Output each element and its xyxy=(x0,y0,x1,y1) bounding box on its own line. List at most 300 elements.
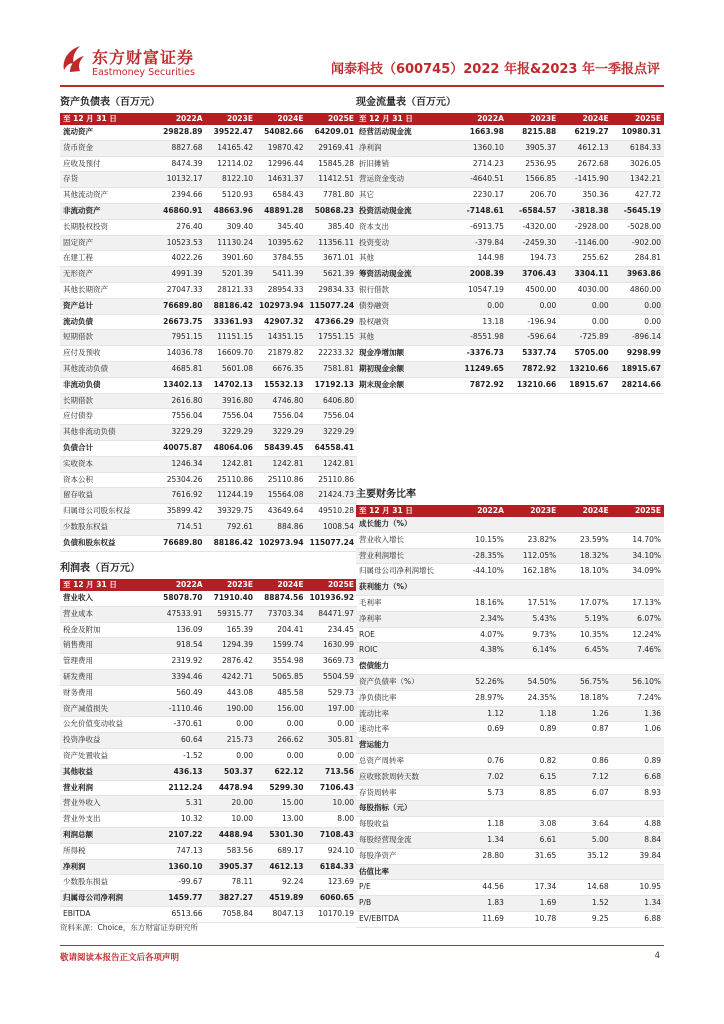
row-label: 毛利率 xyxy=(356,595,455,611)
table-row xyxy=(356,611,664,627)
row-label: 非流动负债 xyxy=(60,377,155,393)
table-row xyxy=(356,817,664,833)
cell-value: 3.64 xyxy=(559,817,611,833)
cell-value: 4746.80 xyxy=(256,393,306,409)
cell-value: 3304.11 xyxy=(559,267,611,283)
row-label: 总资产周转率 xyxy=(356,753,455,769)
table-row xyxy=(356,251,664,267)
row-label: 投资变动 xyxy=(356,235,455,251)
row-label: 净利润 xyxy=(356,140,455,156)
table-row xyxy=(60,638,357,654)
table-row xyxy=(60,796,357,812)
table-row xyxy=(356,627,664,643)
row-label: 估值比率 xyxy=(356,864,455,880)
cell-value: -2928.00 xyxy=(559,219,611,235)
cell-value: 1242.81 xyxy=(256,456,306,472)
cell-value: -8551.98 xyxy=(455,330,507,346)
cell-value: 156.00 xyxy=(256,701,306,717)
page-number: 4 xyxy=(654,951,660,961)
cell-value: 25110.86 xyxy=(256,472,306,488)
cell-value: 1.12 xyxy=(455,706,507,722)
cell-value: 4030.00 xyxy=(559,282,611,298)
row-label: 速动比率 xyxy=(356,722,455,738)
cell-value: 1.18 xyxy=(455,817,507,833)
cell-value: 10523.53 xyxy=(155,235,205,251)
column-header: 2024E xyxy=(559,113,611,125)
cell-value: 10.35% xyxy=(559,627,611,643)
cell-value xyxy=(612,738,664,754)
cell-value: 29169.41 xyxy=(306,140,357,156)
cell-value: 0.82 xyxy=(507,753,559,769)
row-label: EV/EBITDA xyxy=(356,911,455,927)
table-row xyxy=(60,203,357,219)
cell-value: -596.64 xyxy=(507,330,559,346)
cell-value: 12996.44 xyxy=(256,156,306,172)
cell-value: 3229.29 xyxy=(155,425,205,441)
cash-flow-title: 现金流量表（百万元） xyxy=(356,97,456,108)
cell-value: 1.06 xyxy=(612,722,664,738)
cell-value: 5120.93 xyxy=(206,188,256,204)
row-label: 销售费用 xyxy=(60,638,155,654)
cell-value: 14351.15 xyxy=(256,330,306,346)
row-label: 筹资活动现金流 xyxy=(356,267,455,283)
column-header: 2022A xyxy=(155,579,205,591)
cell-value: 350.36 xyxy=(559,188,611,204)
cell-value: 10132.17 xyxy=(155,172,205,188)
cell-value xyxy=(455,517,507,532)
table-row xyxy=(356,548,664,564)
column-header: 2022A xyxy=(155,113,205,125)
cell-value: -3818.38 xyxy=(559,203,611,219)
cell-value: -1415.90 xyxy=(559,172,611,188)
cell-value: 11412.51 xyxy=(306,172,357,188)
cell-value: 8.84 xyxy=(612,832,664,848)
cell-value: 7058.84 xyxy=(206,906,256,922)
cell-value xyxy=(507,659,559,675)
cell-value: 10547.19 xyxy=(455,282,507,298)
row-label: 营业利润增长 xyxy=(356,548,455,564)
cell-value: 11356.11 xyxy=(306,235,357,251)
financial-ratios-title: 主要财务比率 xyxy=(356,489,416,500)
cell-value: -28.35% xyxy=(455,548,507,564)
balance-sheet-table xyxy=(60,113,357,552)
cell-value: 5601.08 xyxy=(206,361,256,377)
cell-value: -379.84 xyxy=(455,235,507,251)
cell-value: 1008.54 xyxy=(306,519,357,535)
row-label: 股权融资 xyxy=(356,314,455,330)
cell-value: 689.17 xyxy=(256,843,306,859)
cell-value: 10.78 xyxy=(507,911,559,927)
cell-value: 6.14% xyxy=(507,643,559,659)
table-row xyxy=(60,859,357,875)
cell-value: 1599.74 xyxy=(256,638,306,654)
cell-value: 3229.29 xyxy=(306,425,357,441)
column-header: 2022A xyxy=(455,505,507,517)
cell-value: 1246.34 xyxy=(155,456,205,472)
table-row xyxy=(356,659,664,675)
cell-value: 1294.39 xyxy=(206,638,256,654)
table-row xyxy=(60,456,357,472)
row-label: 实收资本 xyxy=(60,456,155,472)
cell-value: 9.25 xyxy=(559,911,611,927)
cell-value: 3229.29 xyxy=(256,425,306,441)
row-label: 债券融资 xyxy=(356,298,455,314)
cell-value xyxy=(507,801,559,817)
table-row xyxy=(60,377,357,393)
table-row xyxy=(60,733,357,749)
cell-value: 29828.89 xyxy=(155,125,205,140)
cell-value: 3905.37 xyxy=(206,859,256,875)
cell-value xyxy=(559,580,611,596)
cell-value: 18.32% xyxy=(559,548,611,564)
cell-value: 1.18 xyxy=(507,706,559,722)
table-row xyxy=(356,517,664,532)
row-label: 其他流动资产 xyxy=(60,188,155,204)
cell-value: 13402.13 xyxy=(155,377,205,393)
table-row xyxy=(60,906,357,922)
cell-value: 204.41 xyxy=(256,622,306,638)
cell-value: 17192.13 xyxy=(306,377,357,393)
cell-value: 2394.66 xyxy=(155,188,205,204)
cash-flow-section xyxy=(356,96,664,394)
column-header: 2024E xyxy=(256,113,306,125)
column-header: 2023E xyxy=(206,579,256,591)
cell-value: 714.51 xyxy=(155,519,205,535)
column-header: 2024E xyxy=(559,505,611,517)
cell-value: 276.40 xyxy=(155,219,205,235)
table-row xyxy=(356,674,664,690)
cell-value: 8122.10 xyxy=(206,172,256,188)
cell-value: 0.76 xyxy=(455,753,507,769)
cell-value: 2672.68 xyxy=(559,156,611,172)
cell-value: 39522.47 xyxy=(206,125,256,140)
cell-value: 3905.37 xyxy=(507,140,559,156)
cell-value: 7872.92 xyxy=(507,361,559,377)
cell-value: 0.69 xyxy=(455,722,507,738)
table-row xyxy=(60,780,357,796)
table-row xyxy=(60,219,357,235)
column-header: 2025E xyxy=(612,505,664,517)
row-label: 留存收益 xyxy=(60,488,155,504)
cell-value: 6.07% xyxy=(612,611,664,627)
table-row xyxy=(60,519,357,535)
column-header: 2025E xyxy=(612,113,664,125)
cell-value: 28214.66 xyxy=(612,377,664,393)
table-row xyxy=(356,595,664,611)
cell-value: 3026.05 xyxy=(612,156,664,172)
cell-value: 54.50% xyxy=(507,674,559,690)
row-label: 其他收益 xyxy=(60,764,155,780)
cell-value: 1242.81 xyxy=(206,456,256,472)
row-label: 非流动资产 xyxy=(60,203,155,219)
cell-value: 3827.27 xyxy=(206,891,256,907)
cell-value: 713.56 xyxy=(306,764,357,780)
cell-value: 2.34% xyxy=(455,611,507,627)
cell-value: 71910.40 xyxy=(206,591,256,606)
cell-value: 0.00 xyxy=(612,314,664,330)
cell-value: 25304.26 xyxy=(155,472,205,488)
cell-value: 6.88 xyxy=(612,911,664,927)
cell-value: 1663.98 xyxy=(455,125,507,140)
row-label: 营业收入 xyxy=(60,591,155,606)
cell-value: 266.62 xyxy=(256,733,306,749)
table-row xyxy=(356,801,664,817)
cell-value: 7556.04 xyxy=(155,409,205,425)
cell-value: 14.70% xyxy=(612,532,664,548)
cell-value: 26673.75 xyxy=(155,314,205,330)
cell-value: 197.00 xyxy=(306,701,357,717)
cell-value: -196.94 xyxy=(507,314,559,330)
cell-value: 206.70 xyxy=(507,188,559,204)
cell-value: 529.73 xyxy=(306,685,357,701)
cell-value: -7148.61 xyxy=(455,203,507,219)
cell-value: 14631.37 xyxy=(256,172,306,188)
document-title: 闻泰科技（600745）2022 年报&2023 年一季报点评 xyxy=(330,62,660,77)
cell-value: 11130.24 xyxy=(206,235,256,251)
cell-value: 747.13 xyxy=(155,843,205,859)
table-row xyxy=(356,532,664,548)
table-row xyxy=(60,591,357,606)
cell-value: 102973.94 xyxy=(256,298,306,314)
table-row xyxy=(356,706,664,722)
cell-value: 792.61 xyxy=(206,519,256,535)
cell-value: 3963.86 xyxy=(612,267,664,283)
cell-value: 427.72 xyxy=(612,188,664,204)
cell-value: 5299.30 xyxy=(256,780,306,796)
table-row xyxy=(60,346,357,362)
cell-value: 11244.19 xyxy=(206,488,256,504)
cell-value: 10395.62 xyxy=(256,235,306,251)
cell-value: 215.73 xyxy=(206,733,256,749)
row-label: 净利率 xyxy=(356,611,455,627)
brand-name-en: Eastmoney Securities xyxy=(92,67,195,78)
table-row xyxy=(356,346,664,362)
cash-flow-table xyxy=(356,113,664,394)
cell-value: 583.56 xyxy=(206,843,256,859)
cell-value: 0.00 xyxy=(455,298,507,314)
row-label: P/E xyxy=(356,880,455,896)
cell-value: 102973.94 xyxy=(256,535,306,551)
cell-value: 7556.04 xyxy=(306,409,357,425)
cell-value: 48891.28 xyxy=(256,203,306,219)
row-label: 资本支出 xyxy=(356,219,455,235)
cell-value: 5.73 xyxy=(455,785,507,801)
cell-value: 0.86 xyxy=(559,753,611,769)
table-row xyxy=(60,535,357,551)
cell-value: 25110.86 xyxy=(206,472,256,488)
disclaimer-notice: 敬请阅读本报告正文后各项声明 xyxy=(60,953,180,963)
cell-value: 17.13% xyxy=(612,595,664,611)
cell-value: 4685.81 xyxy=(155,361,205,377)
table-row xyxy=(356,219,664,235)
cell-value: 9298.99 xyxy=(612,346,664,362)
cell-value: 13210.66 xyxy=(559,361,611,377)
table-row xyxy=(60,172,357,188)
table-row xyxy=(356,125,664,140)
column-header: 2023E xyxy=(206,113,256,125)
cell-value: 5621.39 xyxy=(306,267,357,283)
cell-value: 84471.97 xyxy=(306,606,357,622)
cell-value xyxy=(612,801,664,817)
row-label: 存货 xyxy=(60,172,155,188)
cell-value: 2319.92 xyxy=(155,654,205,670)
table-header-row xyxy=(356,113,664,125)
cell-value xyxy=(455,801,507,817)
cell-value: 8047.13 xyxy=(256,906,306,922)
cell-value: 8215.88 xyxy=(507,125,559,140)
cell-value: 58439.45 xyxy=(256,440,306,456)
cell-value: 1342.21 xyxy=(612,172,664,188)
cell-value: -1110.46 xyxy=(155,701,205,717)
row-label: 应付及预收 xyxy=(60,346,155,362)
cell-value: 4.88 xyxy=(612,817,664,833)
table-row xyxy=(60,827,357,843)
cell-value: 18.10% xyxy=(559,564,611,580)
row-label: 经营活动现金流 xyxy=(356,125,455,140)
table-row xyxy=(356,753,664,769)
cell-value: 4612.13 xyxy=(559,140,611,156)
cell-value xyxy=(612,864,664,880)
cell-value: 16609.70 xyxy=(206,346,256,362)
cell-value: 17.07% xyxy=(559,595,611,611)
cell-value: 39.84 xyxy=(612,848,664,864)
cell-value: 1360.10 xyxy=(455,140,507,156)
row-label: 成长能力（%） xyxy=(356,517,455,532)
cell-value: 305.81 xyxy=(306,733,357,749)
cell-value: 17551.15 xyxy=(306,330,357,346)
cell-value: 6.68 xyxy=(612,769,664,785)
table-row xyxy=(60,330,357,346)
cell-value: 60.64 xyxy=(155,733,205,749)
cell-value: 3229.29 xyxy=(206,425,256,441)
cell-value: -3376.73 xyxy=(455,346,507,362)
row-label: ROIC xyxy=(356,643,455,659)
cell-value: 3671.01 xyxy=(306,251,357,267)
cell-value: 43649.64 xyxy=(256,504,306,520)
row-label: 税金及附加 xyxy=(60,622,155,638)
table-row xyxy=(356,722,664,738)
cell-value: 4478.94 xyxy=(206,780,256,796)
table-row xyxy=(60,314,357,330)
cell-value: 10.95 xyxy=(612,880,664,896)
row-label: 其他流动负债 xyxy=(60,361,155,377)
cell-value: 35899.42 xyxy=(155,504,205,520)
cell-value: 7108.43 xyxy=(306,827,357,843)
cell-value: 6.61 xyxy=(507,832,559,848)
row-label: 固定资产 xyxy=(60,235,155,251)
cell-value: 42907.32 xyxy=(256,314,306,330)
table-row xyxy=(60,606,357,622)
table-row xyxy=(356,880,664,896)
table-row xyxy=(60,812,357,828)
table-row xyxy=(356,140,664,156)
column-header: 2023E xyxy=(507,113,559,125)
cell-value: 88186.42 xyxy=(206,535,256,551)
table-row xyxy=(356,298,664,314)
cell-value: 6184.33 xyxy=(306,859,357,875)
cell-value: 33361.93 xyxy=(206,314,256,330)
cell-value: 924.10 xyxy=(306,843,357,859)
cell-value: 4612.13 xyxy=(256,859,306,875)
cell-value: -5028.00 xyxy=(612,219,664,235)
page-header xyxy=(0,0,724,90)
cell-value: -896.14 xyxy=(612,330,664,346)
source-note: 资料来源：Choice，东方财富证券研究所 xyxy=(60,923,198,932)
row-label: 营业成本 xyxy=(60,606,155,622)
cell-value: 3669.73 xyxy=(306,654,357,670)
row-label: 营业收入增长 xyxy=(356,532,455,548)
cell-value: 34.09% xyxy=(612,564,664,580)
cell-value: -44.10% xyxy=(455,564,507,580)
row-label: 流动比率 xyxy=(356,706,455,722)
cell-value: -370.61 xyxy=(155,717,205,733)
table-header-row xyxy=(60,579,357,591)
cell-value: 10.00 xyxy=(206,812,256,828)
row-label: 归属母公司净利润增长 xyxy=(356,564,455,580)
table-row xyxy=(60,361,357,377)
cell-value: 5.43% xyxy=(507,611,559,627)
cell-value: 112.05% xyxy=(507,548,559,564)
cell-value: 115077.24 xyxy=(306,535,357,551)
brand-name-cn: 东方财富证券 xyxy=(92,48,195,67)
cell-value: 0.00 xyxy=(206,717,256,733)
cell-value: 0.00 xyxy=(256,717,306,733)
row-label: 负债和股东权益 xyxy=(60,535,155,551)
table-row xyxy=(356,911,664,927)
cell-value: 46860.91 xyxy=(155,203,205,219)
table-row xyxy=(356,690,664,706)
row-label: 利润总额 xyxy=(60,827,155,843)
row-label: 资产减值损失 xyxy=(60,701,155,717)
row-label: 无形资产 xyxy=(60,267,155,283)
cell-value: 92.24 xyxy=(256,875,306,891)
cell-value: 3901.60 xyxy=(206,251,256,267)
cell-value: 44.56 xyxy=(455,880,507,896)
cell-value: 115077.24 xyxy=(306,298,357,314)
cell-value: 123.69 xyxy=(306,875,357,891)
cell-value: 76689.80 xyxy=(155,535,205,551)
balance-sheet-section xyxy=(60,96,357,552)
row-label: 管理费用 xyxy=(60,654,155,670)
cell-value: 0.87 xyxy=(559,722,611,738)
row-label: 资产负债率（%） xyxy=(356,674,455,690)
row-label: 期末现金余额 xyxy=(356,377,455,393)
cell-value: 23.82% xyxy=(507,532,559,548)
income-statement-section xyxy=(60,562,357,923)
cell-value: 11249.65 xyxy=(455,361,507,377)
cell-value: 165.39 xyxy=(206,622,256,638)
cell-value xyxy=(559,517,611,532)
cell-value: 4488.94 xyxy=(206,827,256,843)
cell-value: 35.12 xyxy=(559,848,611,864)
row-label: 每股净资产 xyxy=(356,848,455,864)
row-label: 净负债比率 xyxy=(356,690,455,706)
cell-value: -4320.00 xyxy=(507,219,559,235)
cell-value: 560.49 xyxy=(155,685,205,701)
cell-value: 162.18% xyxy=(507,564,559,580)
cell-value: 10.00 xyxy=(306,796,357,812)
row-label: 折旧摊销 xyxy=(356,156,455,172)
table-row xyxy=(60,472,357,488)
row-label: P/B xyxy=(356,896,455,912)
cell-value: 31.65 xyxy=(507,848,559,864)
cell-value: 7581.81 xyxy=(306,361,357,377)
cell-value: 20.00 xyxy=(206,796,256,812)
cell-value: 255.62 xyxy=(559,251,611,267)
balance-sheet-title: 资产负债表（百万元） xyxy=(60,97,160,108)
row-label: 长期借款 xyxy=(60,393,155,409)
cell-value: 3394.46 xyxy=(155,669,205,685)
